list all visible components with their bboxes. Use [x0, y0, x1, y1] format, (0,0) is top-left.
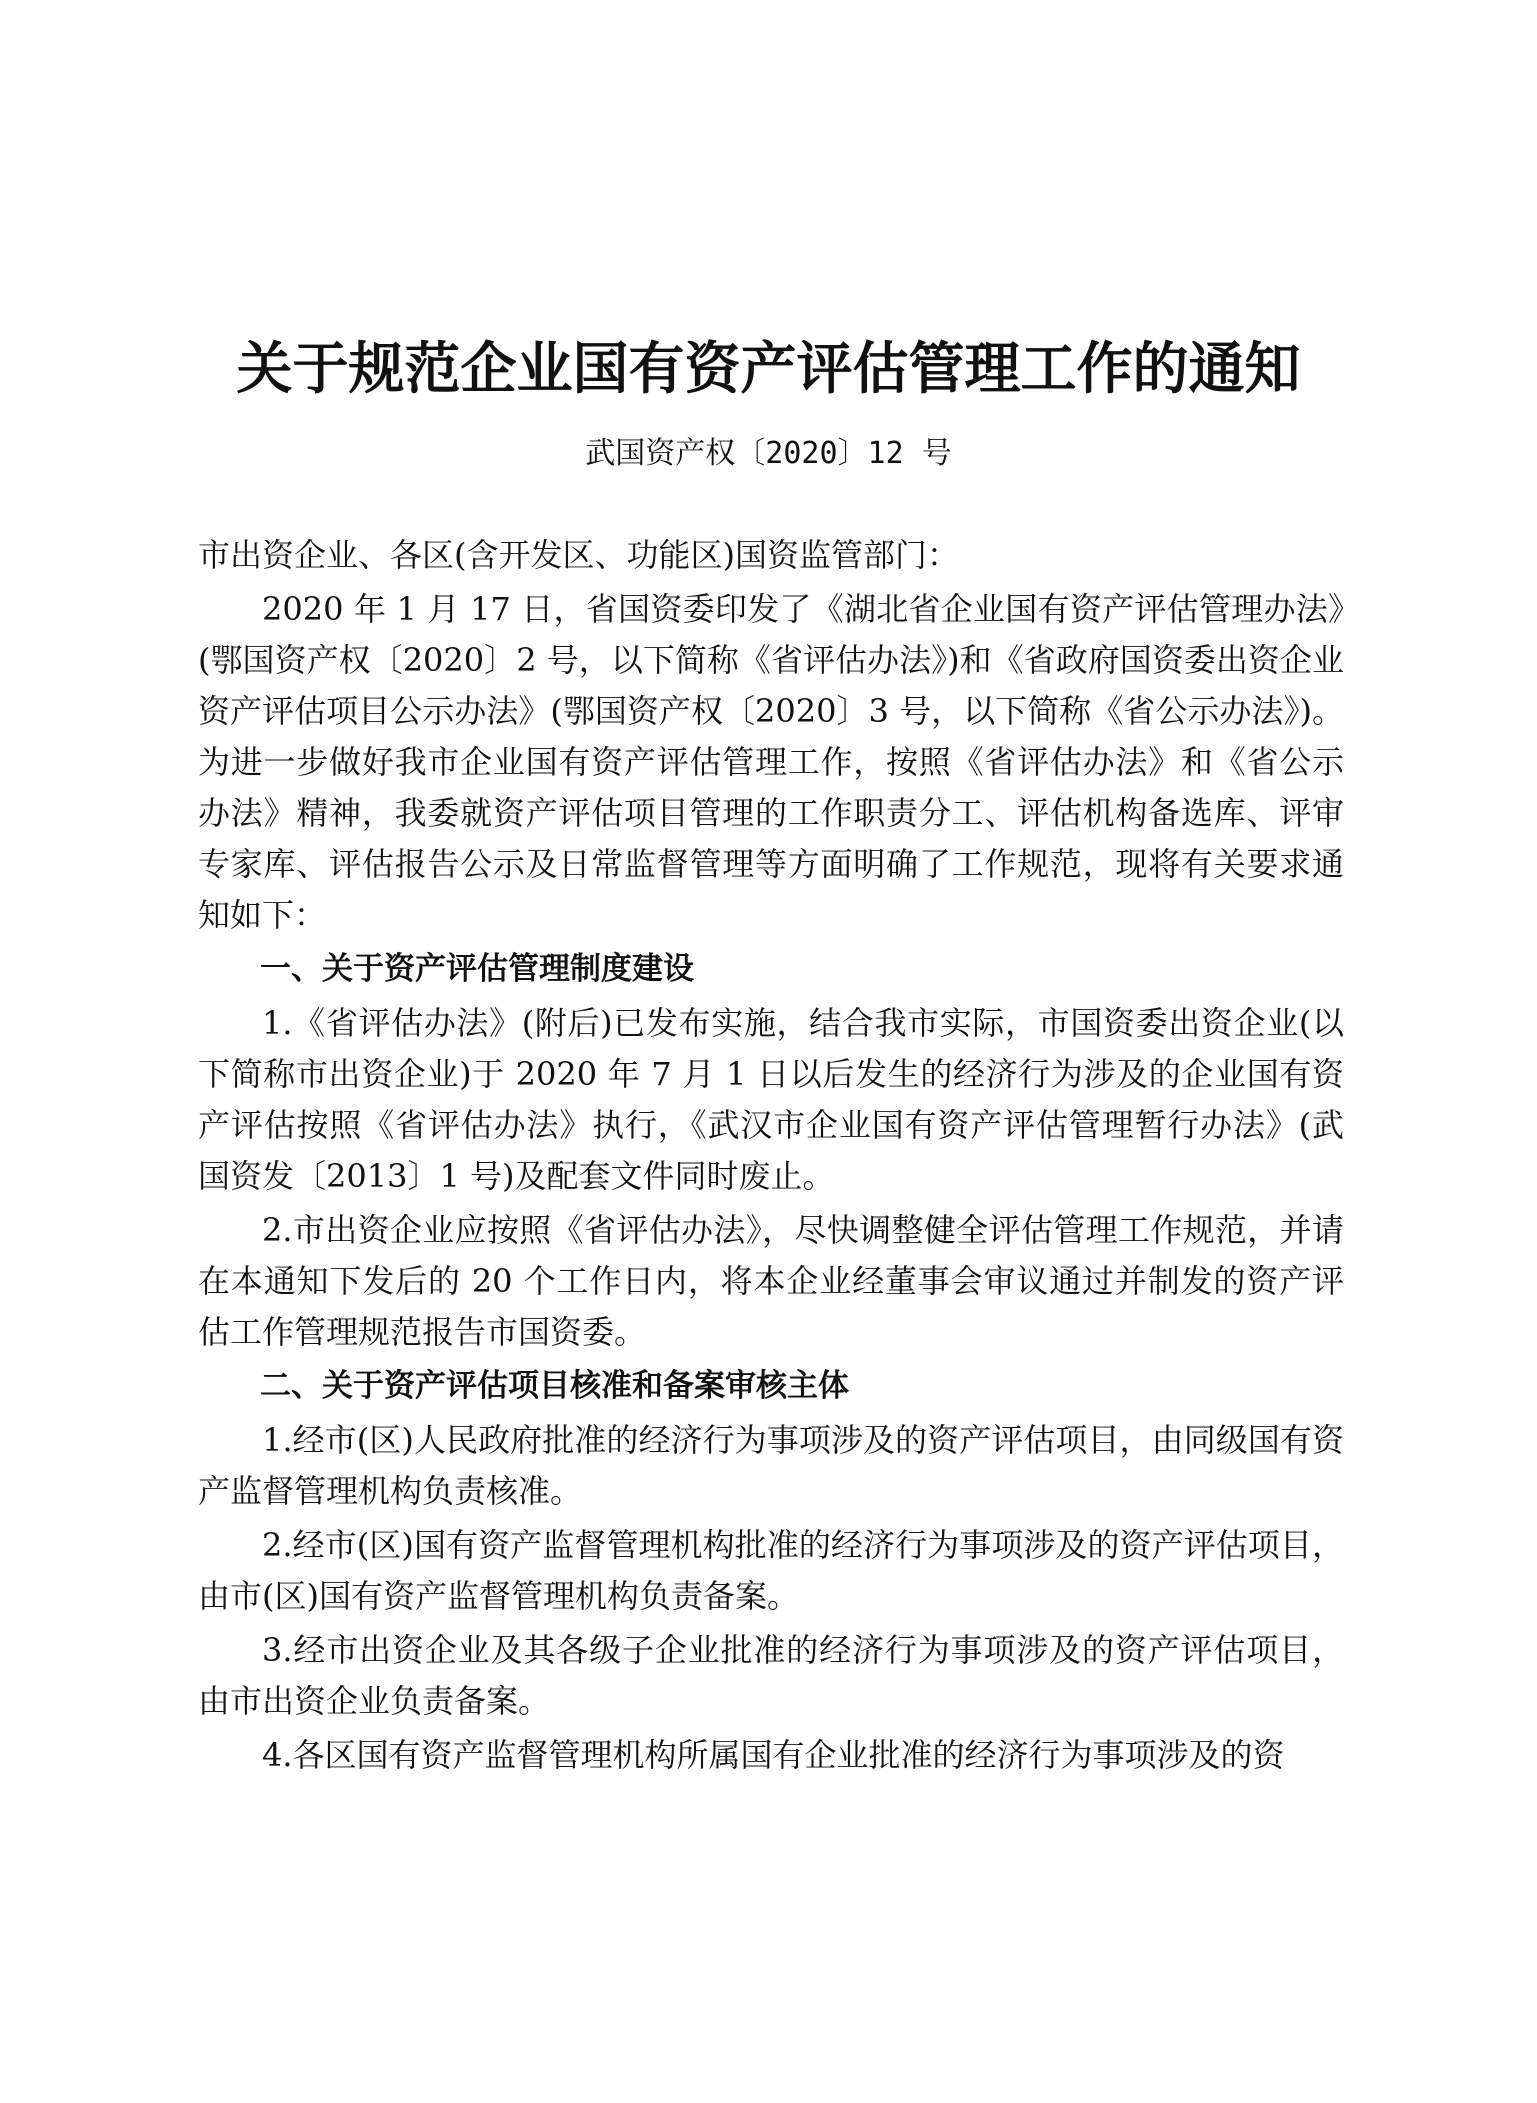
section-heading-2: 二、关于资产评估项目核准和备案审核主体 — [260, 1368, 849, 1404]
paragraph-2-2: 2.经市(区)国有资产监督管理机构批准的经济行为事项涉及的资产评估项目，由市(区)国有资产监督管理机构负责备案。 — [198, 1526, 1344, 1615]
paragraph-1-1: 1.《省评估办法》(附后)已发布实施，结合我市实际，市国资委出资企业(以下简称市出资企业)于 2020 年 7 月 1 日以后发生的经济行为涉及的企业国有资产评估按照《省评估办法》执行，《武汉市企业国有资产评估管理暂行办法》(武国资发〔2013〕1 号)及配套文件同时废止。 — [198, 1004, 1344, 1195]
document-title: 关于规范企业国有资产评估管理工作的通知 — [236, 336, 1301, 402]
paragraph-intro: 2020 年 1 月 17 日，省国资委印发了《湖北省企业国有资产评估管理办法》(鄂国资产权〔2020〕2 号，以下简称《省评估办法》)和《省政府国资委出资企业资产评估项目公示办法》(鄂国资产权〔2020〕3 号，以下简称《省公示办法》)。为进一步做好我市企业国有资产评估管理工作，按照《省评估办法》和《省公示办法》精神，我委就资产评估项目管理的工作职责分工、评估机构备选库、评审专家库、评估报告公示及日常监督管理等方面明确了工作规范，现将有关要求通知如下： — [198, 590, 1344, 934]
document-number: 武国资产权〔2020〕12 号 — [585, 436, 952, 471]
paragraph-2-4: 4.各区国有资产监督管理机构所属国有企业批准的经济行为事项涉及的资 — [262, 1736, 1285, 1774]
paragraph-2-1: 1.经市(区)人民政府批准的经济行为事项涉及的资产评估项目，由同级国有资产监督管理机构负责核准。 — [198, 1421, 1344, 1510]
document-body — [198, 530, 1344, 1784]
paragraph-2-3: 3.经市出资企业及其各级子企业批准的经济行为事项涉及的资产评估项目，由市出资企业负责备案。 — [198, 1631, 1344, 1720]
paragraph-1-2: 2.市出资企业应按照《省评估办法》，尽快调整健全评估管理工作规范，并请在本通知下发后的 20 个工作日内，将本企业经董事会审议通过并制发的资产评估工作管理规范报告市国资委。 — [198, 1211, 1344, 1351]
section-heading-1: 一、关于资产评估管理制度建设 — [260, 951, 694, 987]
addressee: 市出资企业、各区(含开发区、功能区)国资监管部门： — [198, 536, 959, 574]
